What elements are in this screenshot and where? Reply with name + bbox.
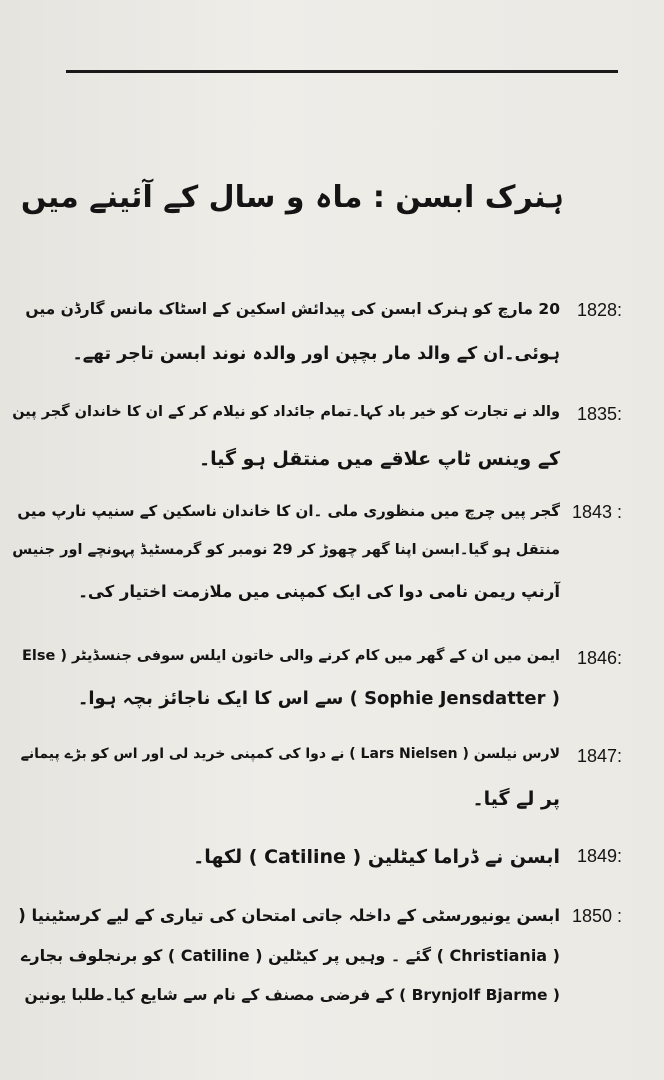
entry-line: ( Sophie Jensdatter ) سے اس کا ایک ناجائز بچہ ہوا۔ xyxy=(77,688,560,709)
entry-year: 1835: xyxy=(576,404,622,424)
entry-line: منتقل ہو گیا۔ابسن اپنا گھر چھوڑ کر 29 نومبر کو گرمسٹیڈ پہونچے اور جنیس xyxy=(12,542,560,558)
entry-line: ہوئی۔ان کے والد مار بچپن اور والدہ نوند ابسن تاجر تھے۔ xyxy=(72,344,560,364)
entry-year: 1850 : xyxy=(571,906,622,926)
top-rule xyxy=(66,70,618,73)
entry-line: ( Christiania ) گئے ۔ وہیں پر کیٹلین ( Catiline ) کو برنجلوف بجارے xyxy=(21,946,560,965)
entry-line: ( Brynjolf Bjarme ) کے فرضی مصنف کے نام سے شایع کیا۔طلبا یونین xyxy=(24,986,560,1004)
entry-year: 1847: xyxy=(576,746,622,766)
entry-line: ایمن میں ان کے گھر میں کام کرنے والی خاتون ایلس سوفی جنسڈیٹر ( Else xyxy=(21,648,560,664)
entry-line: والد نے تجارت کو خیر باد کہا۔تمام جائداد کو نیلام کر کے ان کا خاندان گجر پین xyxy=(12,404,560,420)
entry-line: کے وینس ٹاپ علاقے میں منتقل ہو گیا۔ xyxy=(198,448,560,470)
entry-line: 20 مارچ کو ہنرک ابسن کی پیدائش اسکین کے اسٹاک مانس گارڈن میں xyxy=(25,300,560,318)
entry-line: لارس نیلسن ( Lars Nielsen ) نے دوا کی کمپنی خرید لی اور اس کو بڑے پیمانے xyxy=(20,746,560,762)
entry-line: گجر پیں چرچ میں منظوری ملی ۔ان کا خاندان ناسکین کے سنیپ نارپ میں xyxy=(17,502,560,520)
entry-line: پر لے گیا۔ xyxy=(472,788,560,810)
entry-year: 1846: xyxy=(576,648,622,668)
entry-year: 1849: xyxy=(576,846,622,866)
entry-year: 1843 : xyxy=(571,502,622,522)
entry-year: 1828: xyxy=(576,300,622,320)
entry-line: ابسن یونیورسٹی کے داخلہ جاتی امتحان کی تیاری کے لیے کرسٹینیا ( xyxy=(18,906,560,925)
page-title: ہنرک ابسن : ماہ و سال کے آئینے میں xyxy=(20,180,564,215)
entry-line: ابسن نے ڈراما کیٹلین ( Catiline ) لکھا۔ xyxy=(193,846,560,868)
entry-line: آرنپ ریمن نامی دوا کی ایک کمپنی میں ملازمت اختیار کی۔ xyxy=(78,582,560,601)
